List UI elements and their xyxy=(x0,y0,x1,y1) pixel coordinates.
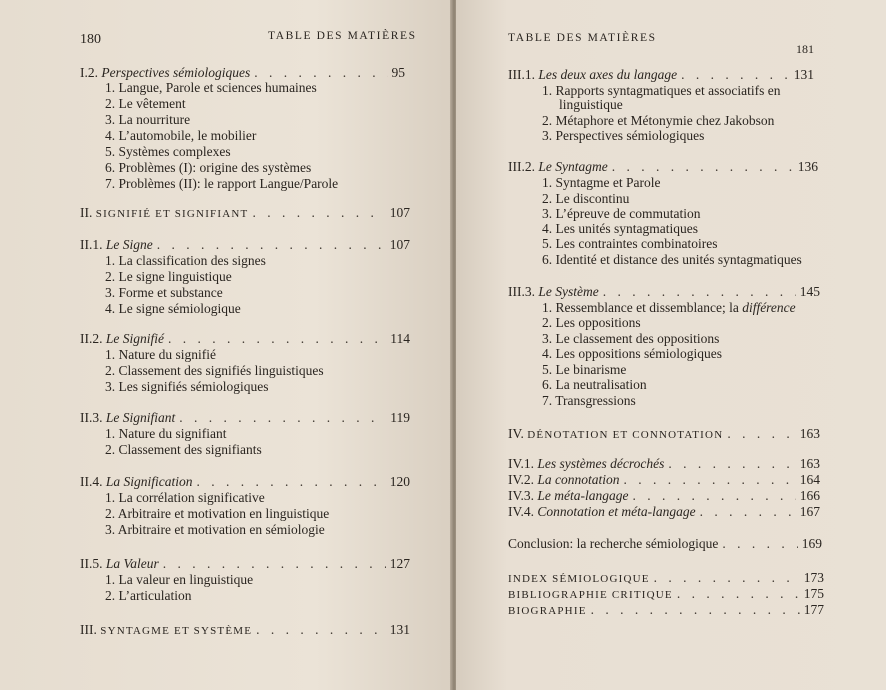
leader-dots xyxy=(252,205,385,221)
toc-subentry[interactable]: 2. Le signe linguistique xyxy=(105,269,232,284)
toc-subentry[interactable]: 2. Les oppositions xyxy=(542,315,641,330)
toc-subentry[interactable]: 6. La neutralisation xyxy=(542,377,647,392)
toc-entry[interactable]: IV.4. Connotation et méta-langage . . . 167 xyxy=(508,504,820,520)
toc-subentry[interactable]: 3. La nourriture xyxy=(105,112,191,127)
toc-entry[interactable]: III.1. Les deux axes du langage . . . 131 xyxy=(508,67,814,83)
toc-subentry[interactable]: 1. Rapports syntagmatiques et associatifs en xyxy=(542,83,781,98)
toc-subentry[interactable]: 4. L’automobile, le mobilier xyxy=(105,128,257,143)
toc-entry[interactable]: Conclusion: la recherche sémiologique . . . 169 xyxy=(508,536,822,552)
running-header: TABLE DES MATIÈRES xyxy=(508,32,657,44)
leader-dots xyxy=(677,586,800,602)
leader-dots xyxy=(197,474,386,490)
leader-dots xyxy=(254,65,387,81)
toc-entry[interactable]: BIBLIOGRAPHIE CRITIQUE . . . 175 xyxy=(508,586,824,603)
toc-subentry[interactable]: 1. Ressemblance et dissemblance; la différence xyxy=(542,300,796,315)
toc-subentry[interactable]: 1. Nature du signifiant xyxy=(105,426,227,441)
toc-entry[interactable]: III. SYNTAGME ET SYSTÈME . . . 131 xyxy=(80,622,410,639)
leader-dots xyxy=(727,426,795,442)
toc-entry[interactable]: INDEX SÉMIOLOGIQUE . . . 173 xyxy=(508,570,824,587)
toc-entry[interactable]: IV.3. Le méta-langage . . . 166 xyxy=(508,488,820,504)
toc-subentry[interactable]: 7. Problèmes (II): le rapport Langue/Parole xyxy=(105,176,339,191)
toc-subentry[interactable]: 3. L’épreuve de commutation xyxy=(542,206,701,221)
toc-entry[interactable]: II.4. La Signification . . . 120 xyxy=(80,474,410,490)
toc-subentry[interactable]: 1. Nature du signifié xyxy=(105,347,216,362)
leader-dots xyxy=(722,536,797,552)
leader-dots xyxy=(681,67,790,83)
leader-dots xyxy=(168,331,386,347)
toc-subentry[interactable]: 3. Arbitraire et motivation en sémiologie xyxy=(105,522,325,537)
toc-subentry[interactable]: 7. Transgressions xyxy=(542,393,636,408)
leader-dots xyxy=(624,472,796,488)
toc-entry[interactable]: II. SIGNIFIÉ ET SIGNIFIANT . . . 107 xyxy=(80,205,410,222)
page-number: 180 xyxy=(80,32,101,47)
toc-entry[interactable]: IV. DÉNOTATION ET CONNOTATION . . . 163 xyxy=(508,426,820,443)
toc-subentry[interactable]: 2. Métaphore et Métonymie chez Jakobson xyxy=(542,113,775,128)
toc-subentry[interactable]: 5. Systèmes complexes xyxy=(105,144,231,159)
right-page xyxy=(456,0,886,690)
toc-entry[interactable]: I.2. Perspectives sémiologiques . . . 95 xyxy=(80,65,405,81)
toc-entry[interactable]: II.5. La Valeur . . . 127 xyxy=(80,556,410,572)
toc-subentry[interactable]: linguistique xyxy=(559,97,623,112)
leader-dots xyxy=(603,284,796,300)
toc-subentry[interactable]: 2. Classement des signifiants xyxy=(105,442,262,457)
toc-subentry[interactable]: 4. Le signe sémiologique xyxy=(105,301,241,316)
toc-entry[interactable]: BIOGRAPHIE . . . 177 xyxy=(508,602,824,619)
leader-dots xyxy=(179,410,386,426)
leader-dots xyxy=(700,504,796,520)
toc-entry[interactable]: III.2. Le Syntagme . . . 136 xyxy=(508,159,818,175)
toc-subentry[interactable]: 3. Perspectives sémiologiques xyxy=(542,128,705,143)
toc-subentry[interactable]: 6. Identité et distance des unités syntagmatiques xyxy=(542,252,802,267)
toc-subentry[interactable]: 3. Le classement des oppositions xyxy=(542,331,720,346)
leader-dots xyxy=(612,159,794,175)
toc-subentry[interactable]: 5. Le binarisme xyxy=(542,362,627,377)
toc-entry[interactable]: II.2. Le Signifié . . . 114 xyxy=(80,331,410,347)
toc-subentry[interactable]: 1. La classification des signes xyxy=(105,253,266,268)
toc-subentry[interactable]: 3. Les signifiés sémiologiques xyxy=(105,379,269,394)
toc-entry[interactable]: II.3. Le Signifiant . . . 119 xyxy=(80,410,410,426)
toc-subentry[interactable]: 2. Classement des signifiés linguistiques xyxy=(105,363,324,378)
toc-entry[interactable]: III.3. Le Système . . . 145 xyxy=(508,284,820,300)
toc-subentry[interactable]: 5. Les contraintes combinatoires xyxy=(542,236,718,251)
toc-subentry[interactable]: 1. La corrélation significative xyxy=(105,490,265,505)
leader-dots xyxy=(654,570,800,586)
leader-dots xyxy=(633,488,796,504)
toc-subentry[interactable]: 2. Arbitraire et motivation en linguistique xyxy=(105,506,330,521)
leader-dots xyxy=(256,622,386,638)
toc-subentry[interactable]: 6. Problèmes (I): origine des systèmes xyxy=(105,160,312,175)
toc-subentry[interactable]: 4. Les oppositions sémiologiques xyxy=(542,346,722,361)
page-number: 181 xyxy=(796,42,814,56)
toc-subentry[interactable]: 2. Le discontinu xyxy=(542,191,630,206)
toc-subentry[interactable]: 1. La valeur en linguistique xyxy=(105,572,254,587)
toc-entry[interactable]: II.1. Le Signe . . . 107 xyxy=(80,237,410,253)
toc-subentry[interactable]: 1. Syntagme et Parole xyxy=(542,175,661,190)
toc-subentry[interactable]: 1. Langue, Parole et sciences humaines xyxy=(105,80,317,95)
toc-subentry[interactable]: 2. Le vêtement xyxy=(105,96,186,111)
toc-subentry[interactable]: 3. Forme et substance xyxy=(105,285,223,300)
toc-subentry[interactable]: 2. L’articulation xyxy=(105,588,192,603)
leader-dots xyxy=(668,456,795,472)
running-header: TABLE DES MATIÈRES xyxy=(268,30,417,42)
toc-entry[interactable]: IV.1. Les systèmes décrochés . . . 163 xyxy=(508,456,820,472)
leader-dots xyxy=(163,556,386,572)
leader-dots xyxy=(591,602,800,618)
toc-subentry[interactable]: 4. Les unités syntagmatiques xyxy=(542,221,698,236)
toc-entry[interactable]: IV.2. La connotation . . . 164 xyxy=(508,472,820,488)
leader-dots xyxy=(157,237,386,253)
